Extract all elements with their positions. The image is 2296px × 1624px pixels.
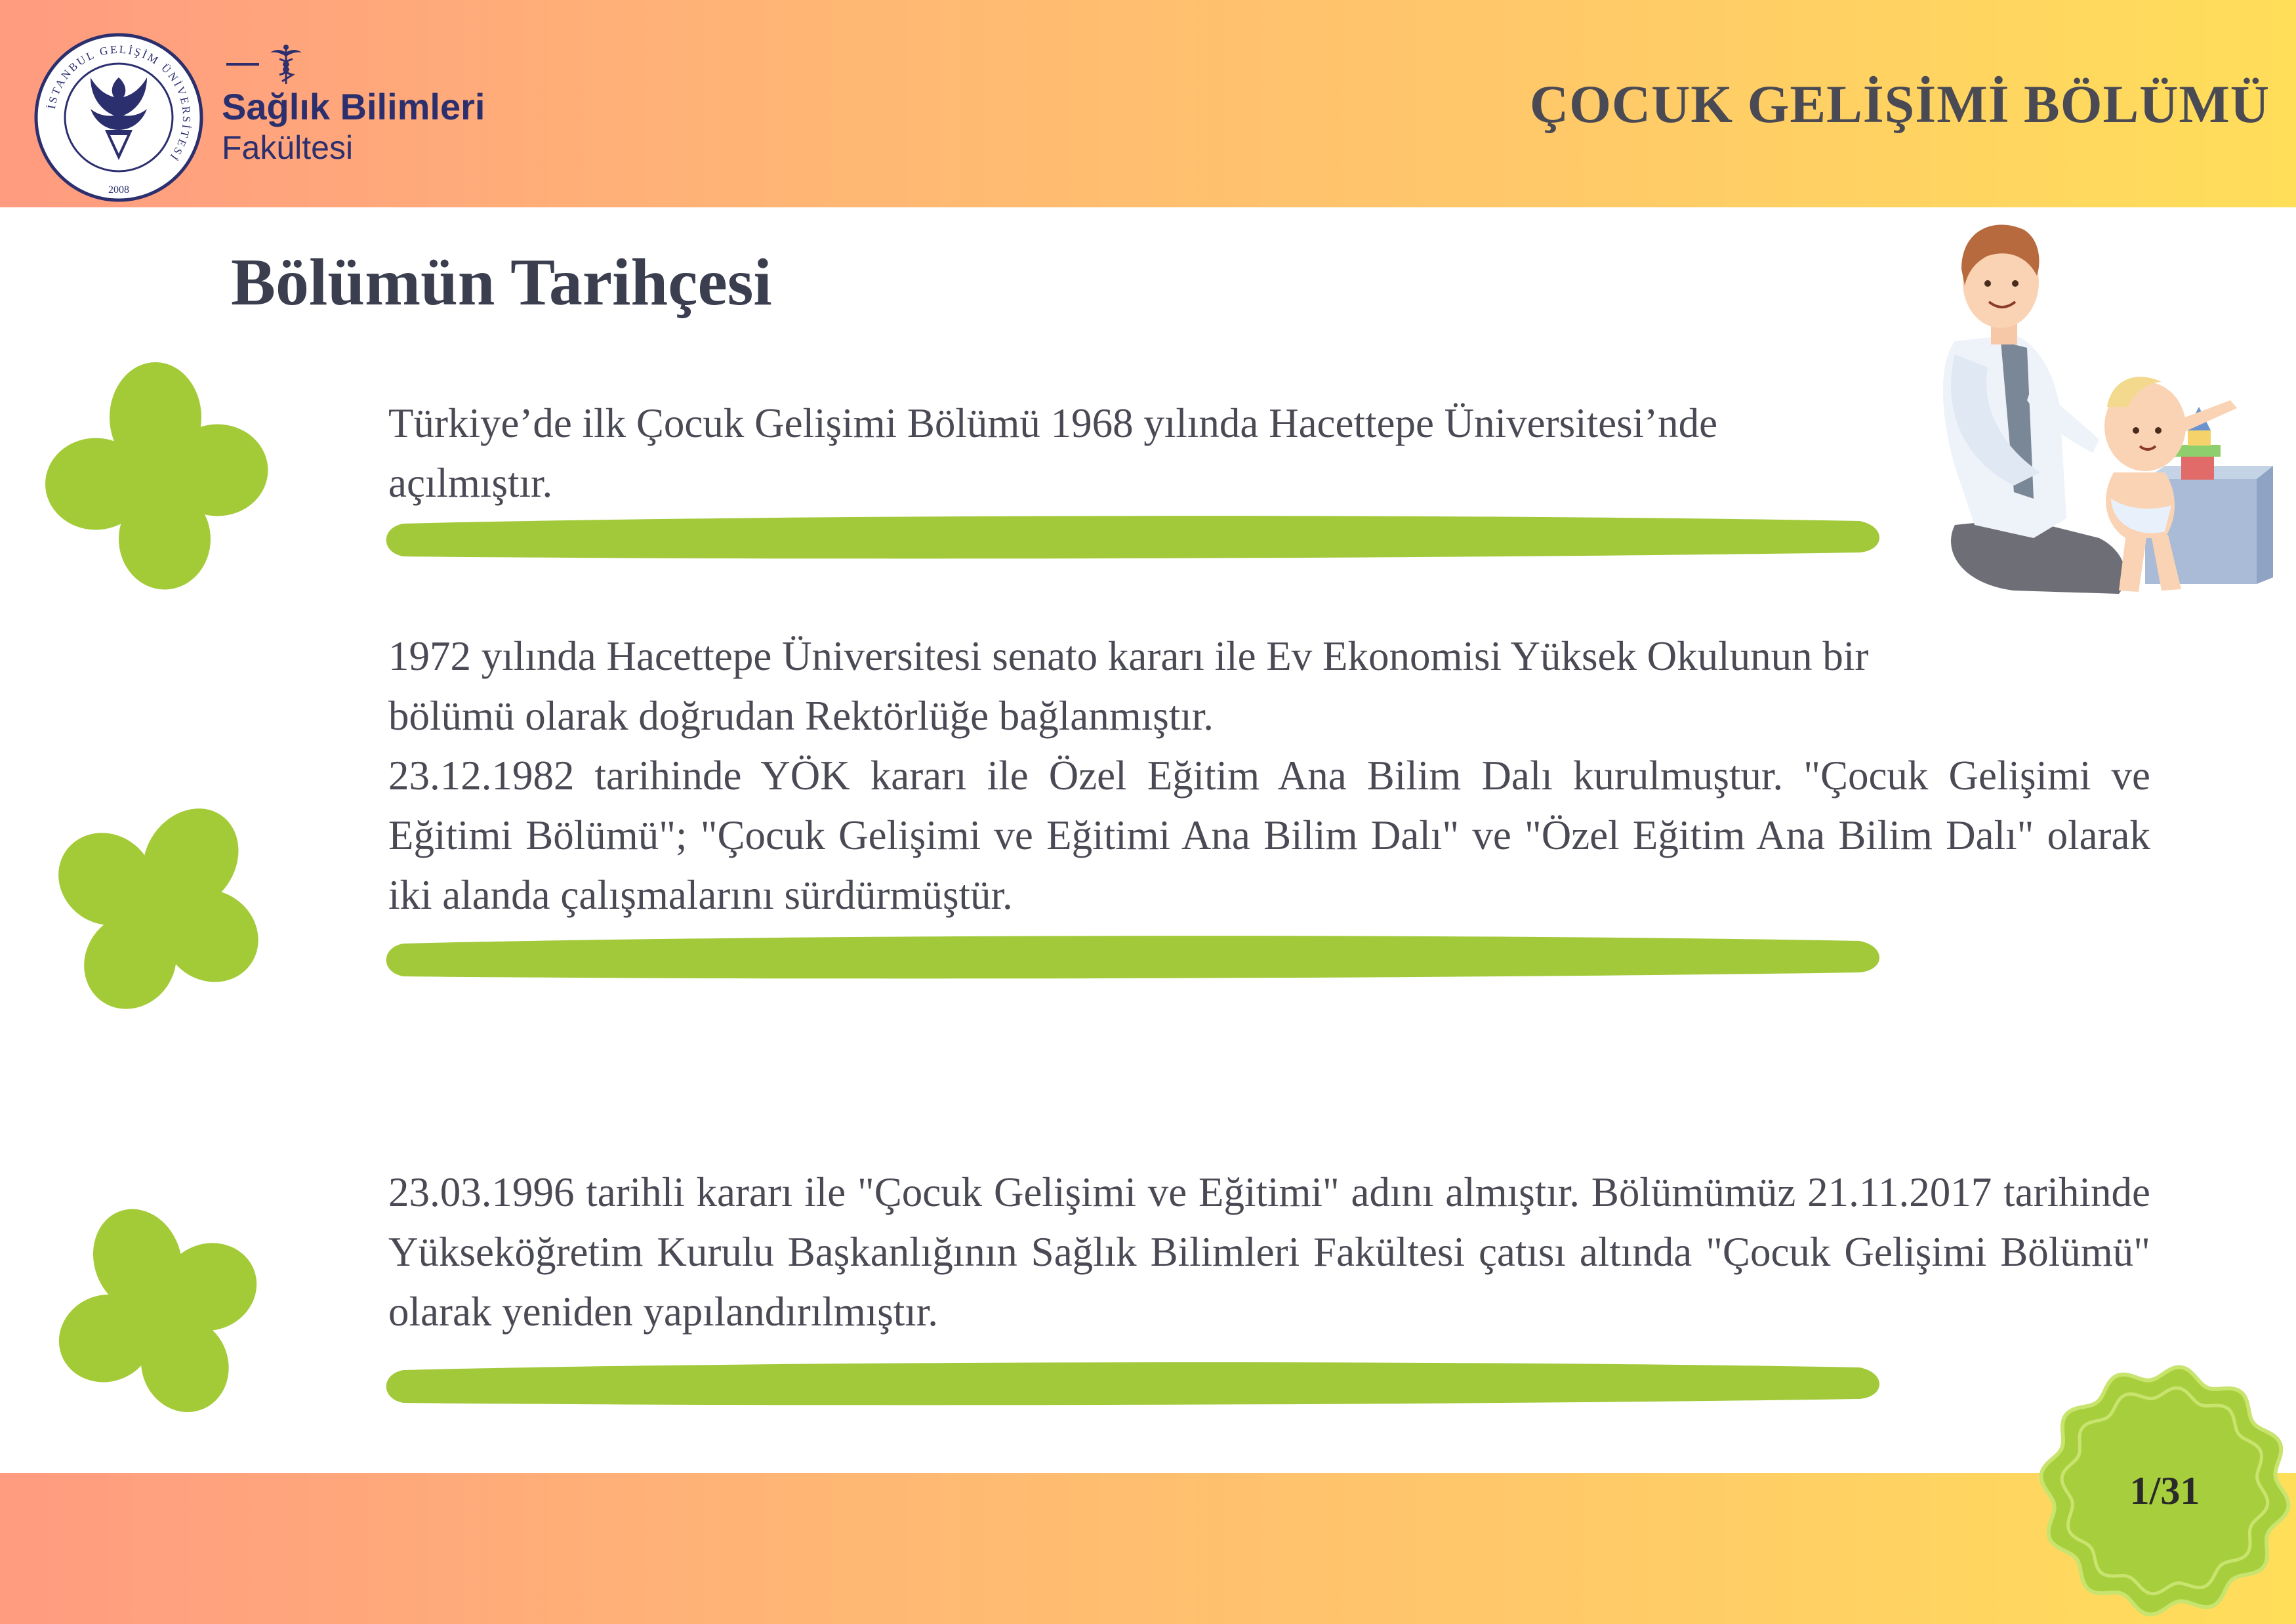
university-seal-icon <box>33 31 205 203</box>
clover-icon <box>49 1205 265 1421</box>
green-brush-divider <box>384 510 1879 563</box>
page-title: Bölümün Tarihçesi <box>231 245 772 320</box>
logo-ring-text: İSTANBUL GELİŞİM ÜNİVERSİTESİ <box>45 43 194 164</box>
logo-dash <box>226 63 259 66</box>
paragraph-line: 1972 yılında Hacettepe Üniversitesi senato kararı ile Ev Ekonomisi Yüksek Okulunun bir <box>388 633 1869 679</box>
page-number: 1/31 <box>2129 1468 2200 1512</box>
history-paragraph-1 <box>388 394 2150 513</box>
paragraph-line: 23.12.1982 tarihinde YÖK kararı ile Özel Eğitim Ana Bilim Dalı kurulmuştur. "Çocuk Gelişimi ve Eğitimi Bölümü"; "Çocuk Gelişimi ve Eğitimi Ana Bilim Dalı" ve "Özel Eğitim Ana Bilim Dalı" olarak iki alanda çalışmalarını sürdürmüştür. <box>388 753 2150 918</box>
department-title: ÇOCUK GELİŞİMİ BÖLÜMÜ <box>1529 74 2270 134</box>
history-paragraph-2 <box>388 627 2150 746</box>
paragraph-line: Türkiye’de ilk Çocuk Gelişimi Bölümü 1968 yılında Hacettepe Üniversitesi’nde <box>388 400 1718 446</box>
history-paragraph-4 <box>388 1163 2150 1342</box>
paragraph-line: 23.03.1996 tarihli kararı ile "Çocuk Gelişimi ve Eğitimi" adını almıştır. Bölümümüz 21.11.2017 tarihinde Yükseköğretim Kurulu Başkanlığının Sağlık Bilimleri Fakültesi çatısı altında "Çocuk Gelişimi Bölümü" olarak yeniden yapılandırılmıştır. <box>388 1169 2150 1335</box>
faculty-subtitle: Fakültesi <box>222 129 354 166</box>
paragraph-line: açılmıştır. <box>388 460 553 506</box>
footer-bar <box>0 1473 2296 1624</box>
green-brush-divider <box>384 1357 1879 1409</box>
faculty-title: Sağlık Bilimleri <box>222 86 485 127</box>
paragraph-line: bölümü olarak doğrudan Rektörlüğe bağlanmıştır. <box>388 693 1214 739</box>
clover-icon <box>46 795 269 1018</box>
logo-year: 2008 <box>108 184 129 196</box>
history-paragraph-3 <box>388 746 2150 925</box>
caduceus-icon <box>268 43 304 85</box>
clover-icon <box>41 362 270 592</box>
green-brush-divider <box>384 930 1879 983</box>
